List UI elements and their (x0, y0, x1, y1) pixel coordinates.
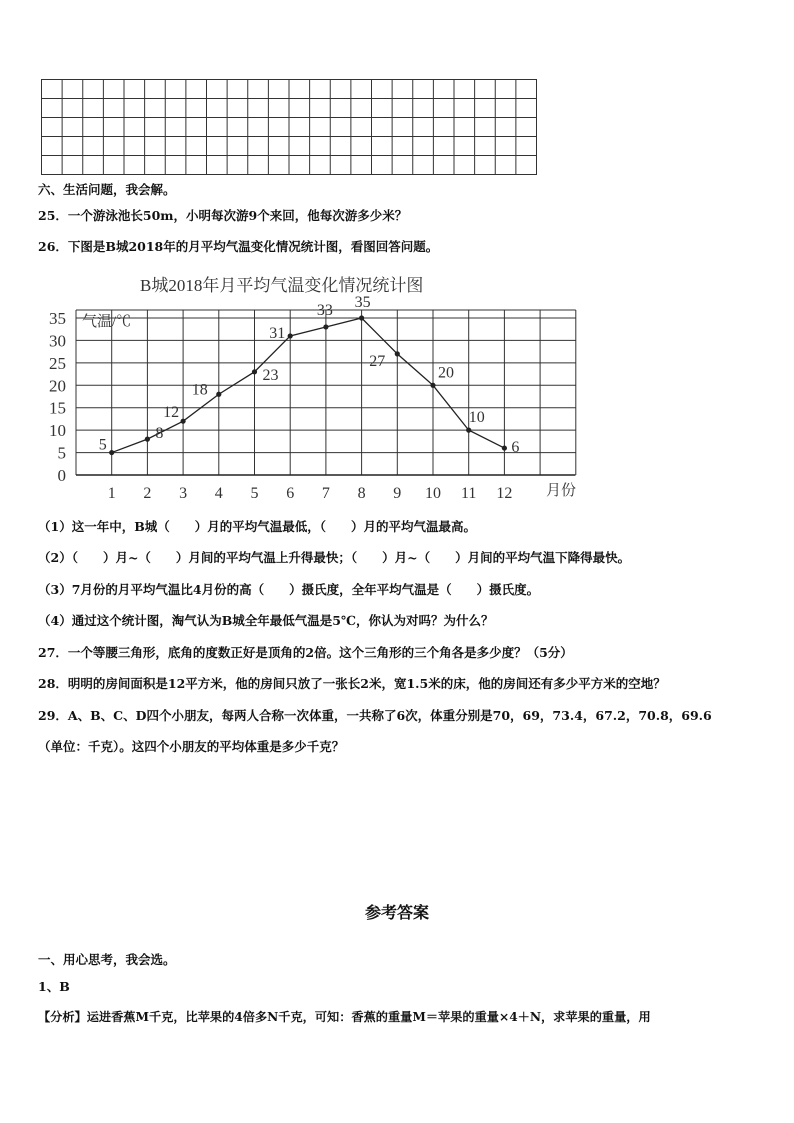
answer-1: 1、B (38, 979, 70, 994)
x-tick-label: 4 (214, 485, 223, 502)
y-tick-label: 10 (49, 421, 66, 441)
data-point (181, 419, 186, 424)
question-28: 28．明明的房间面积是12平方米，他的房间只放了一张长2米，宽1.5米的床，他的房间还有多少平方米的空地？ (38, 676, 666, 691)
question-25: 25．一个游泳池长50m，小明每次游9个来回，他每次游多少米？ (38, 208, 408, 223)
data-point (466, 428, 471, 433)
answer-1-analysis: 【分析】运进香蕉M千克，比苹果的4倍多N千克，可知：香蕉的重量M＝苹果的重量×4＋N，求苹果的重量，用 (38, 1010, 651, 1024)
temperature-line-chart (40, 270, 600, 510)
chart-y-ticks (49, 309, 66, 485)
data-label: 33 (316, 301, 333, 319)
y-tick-label: 0 (57, 466, 66, 485)
chart-title: B城2018年月平均气温变化情况统计图 (140, 276, 424, 295)
data-label: 12 (163, 404, 180, 422)
chart-x-axis-label: 月份 (546, 483, 577, 499)
data-point (252, 369, 257, 374)
data-point (323, 324, 328, 329)
x-tick-label: 10 (425, 485, 441, 502)
answers-section-1: 一、用心思考，我会选。 (38, 952, 176, 967)
x-tick-label: 5 (250, 485, 259, 502)
question-26-3: （3）7月份的月平均气温比4月份的高（ ）摄氏度，全年平均气温是（ ）摄氏度。 (38, 582, 540, 597)
data-label: 20 (438, 364, 454, 382)
question-26: 26．下图是B城2018年的月平均气温变化情况统计图，看图回答问题。 (38, 239, 439, 254)
y-tick-label: 20 (49, 376, 66, 396)
x-tick-label: 6 (286, 485, 295, 502)
section-6-heading: 六、生活问题，我会解。 (38, 182, 176, 197)
question-27: 27．一个等腰三角形，底角的度数正好是顶角的2倍。这个三角形的三个角各是多少度？（5分） (38, 645, 573, 660)
y-tick-label: 35 (49, 309, 66, 328)
x-tick-label: 3 (179, 485, 188, 502)
x-tick-label: 9 (393, 485, 402, 502)
question-29-line1: 29．A、B、C、D四个小朋友，每两人合称一次体重，一共称了6次，体重分别是70，69，73.4，67.2，70.8，69.6 (38, 708, 712, 723)
data-label: 8 (155, 425, 164, 443)
x-tick-label: 8 (357, 485, 366, 502)
y-tick-label: 15 (49, 398, 66, 418)
question-26-1: （1）这一年中，B城（ ）月的平均气温最低，（ ）月的平均气温最高。 (38, 519, 477, 534)
data-point (109, 450, 114, 455)
data-point (502, 445, 507, 450)
data-point (395, 351, 400, 356)
y-tick-label: 25 (49, 353, 66, 373)
x-tick-label: 2 (143, 485, 152, 502)
data-label: 10 (468, 409, 485, 427)
data-label: 18 (191, 381, 208, 399)
y-tick-label: 5 (57, 443, 66, 463)
data-point (288, 333, 293, 338)
x-tick-label: 12 (496, 485, 513, 502)
data-label: 27 (369, 352, 386, 370)
answer-writing-grid (41, 79, 537, 175)
question-26-2: （2）（ ）月~（ ）月间的平均气温上升得最快；（ ）月~（ ）月间的平均气温下降得最快。 (38, 550, 631, 565)
data-point (216, 392, 221, 397)
data-point (359, 315, 364, 320)
question-26-4: （4）通过这个统计图，淘气认为B城全年最低气温是5℃，你认为对吗？为什么？ (38, 613, 494, 628)
data-label: 5 (98, 436, 107, 454)
data-label: 23 (262, 366, 279, 384)
question-29-line2: （单位：千克）。这四个小朋友的平均体重是多少千克？ (38, 739, 345, 754)
chart-y-axis-label: 气温/℃ (82, 314, 132, 330)
data-point (145, 437, 150, 442)
y-tick-label: 30 (49, 331, 66, 351)
data-label: 6 (511, 439, 520, 457)
x-tick-label: 1 (107, 485, 116, 502)
data-label: 31 (269, 324, 286, 342)
x-tick-label: 7 (321, 485, 330, 502)
x-tick-label: 11 (460, 485, 477, 502)
data-label: 35 (354, 294, 371, 311)
data-point (430, 383, 435, 388)
chart-x-ticks (108, 485, 513, 502)
answers-title: 参考答案 (364, 903, 429, 922)
chart-grid (76, 310, 576, 475)
